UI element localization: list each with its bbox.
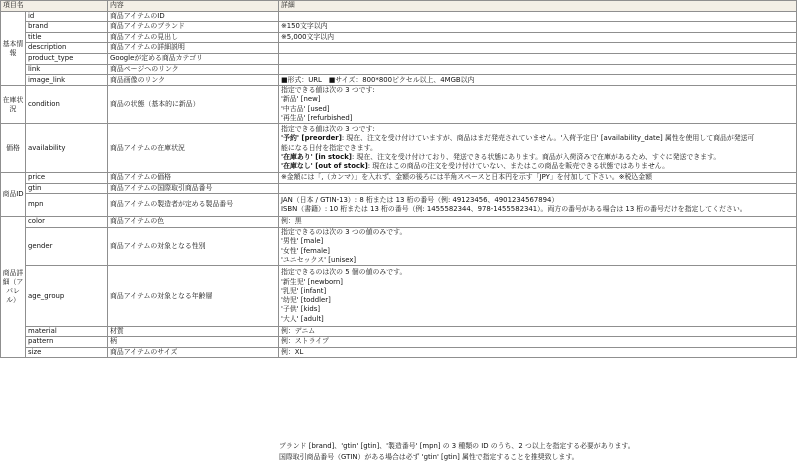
item-content: 商品アイテムの見出し [108, 32, 279, 42]
item-content: 商品ページへのリンク [108, 64, 279, 74]
item-detail [279, 53, 797, 64]
table-row-id [1, 12, 797, 22]
item-name: gtin [26, 183, 108, 193]
detail-line: '大人' [adult] [281, 314, 324, 323]
item-name: condition [26, 86, 108, 124]
detail-line: ISBN（書籍）: 10 桁または 13 桁の番号（例: 1455582344、978-1455582341）。両方の番号がある場合は 13 桁の番号だけを指定してください。 [281, 204, 747, 213]
item-name: material [26, 327, 108, 337]
detail-line: JAN（日本 / GTIN-13）: 8 桁または 13 桁の番号（例: 49123456、4901234567894） [281, 195, 559, 204]
detail-line: '子供' [kids] [281, 305, 321, 314]
detail-line: '再生品' [refurbished] [281, 114, 353, 123]
item-detail [279, 216, 797, 227]
table-row-color [1, 216, 797, 227]
item-content: 商品アイテムの製造者が定める製品番号 [108, 193, 279, 216]
detail-line: '中古品' [used] [281, 104, 330, 113]
item-name: id [26, 12, 108, 22]
item-detail [279, 75, 797, 86]
category-apparel: 商品詳細（アパレル） [1, 216, 26, 357]
item-name: age_group [26, 266, 108, 327]
table-row-mpn [1, 193, 797, 216]
item-detail [279, 183, 797, 193]
item-name: availability [26, 124, 108, 173]
table-body [1, 12, 797, 358]
detail-line: '在庫あり' [in stock]: 現在、注文を受け付けており、発送できる状態にあります。商品が入荷済みで在庫があるため、すぐに発送できます。 [281, 153, 721, 162]
detail-line: '男性' [male] [281, 237, 324, 246]
detail-line: '幼児' [toddler] [281, 296, 331, 305]
item-detail [279, 42, 797, 53]
item-content: 商品アイテムの色 [108, 216, 279, 227]
item-content: 商品アイテムの国際取引商品番号 [108, 183, 279, 193]
item-content: 商品アイテムのブランド [108, 22, 279, 32]
detail-line: '予約' [preorder]: 現在、注文を受け付けていますが、商品はまだ発売されていません。'入荷予定日' [availability_date] 属性を使用して商品が発送可 [281, 134, 755, 143]
item-detail [279, 86, 797, 124]
item-detail [279, 173, 797, 183]
item-name: link [26, 64, 108, 74]
table-row-title [1, 32, 797, 42]
item-content: 商品の状態（基本的に新品） [108, 86, 279, 124]
table-row-price [1, 173, 797, 183]
table-row-product-type [1, 53, 797, 64]
detail-line: '女性' [female] [281, 246, 330, 255]
table-row-material [1, 327, 797, 337]
detail-line: 例：XL [281, 347, 304, 356]
item-name: mpn [26, 193, 108, 216]
item-name: image_link [26, 75, 108, 86]
header-item-name: 項目名 [1, 1, 108, 12]
item-detail [279, 347, 797, 357]
detail-line: ■形式：URL ■サイズ：800*800ピクセル以上、4MGB以内 [281, 75, 475, 84]
item-content: Googleが定める商品カテゴリ [108, 53, 279, 64]
item-name: description [26, 42, 108, 53]
item-content: 材質 [108, 327, 279, 337]
item-content: 商品アイテムのID [108, 12, 279, 22]
category-product-id: 商品ID [1, 173, 26, 217]
detail-line: '新生児' [newborn] [281, 277, 343, 286]
detail-line: 指定できる値は次の 3 つです: [281, 86, 375, 95]
item-content: 商品アイテムの対象となる年齢層 [108, 266, 279, 327]
item-detail [279, 266, 797, 327]
item-detail [279, 227, 797, 265]
category-stock: 在庫状況 [1, 86, 26, 124]
detail-line: 能になる日付を指定できます。 [281, 143, 377, 152]
item-detail [279, 32, 797, 42]
item-content: 商品アイテムの価格 [108, 173, 279, 183]
table-row-brand [1, 22, 797, 32]
item-name: title [26, 32, 108, 42]
detail-line: 指定できるのは次の 5 個の値のみです。 [281, 268, 407, 277]
header-content: 内容 [108, 1, 279, 12]
table-row-gtin [1, 183, 797, 193]
table-row-pattern [1, 337, 797, 347]
item-detail [279, 12, 797, 22]
footnotes [279, 441, 635, 463]
item-detail [279, 22, 797, 32]
item-detail [279, 64, 797, 74]
item-name: size [26, 347, 108, 357]
item-content: 柄 [108, 337, 279, 347]
item-name: product_type [26, 53, 108, 64]
item-content: 商品アイテムのサイズ [108, 347, 279, 357]
item-name: color [26, 216, 108, 227]
detail-line: 例：ストライプ [281, 337, 329, 346]
table-row-size [1, 347, 797, 357]
item-content: 商品画像のリンク [108, 75, 279, 86]
table-row-gender [1, 227, 797, 265]
detail-line: ※5,000文字以内 [281, 32, 335, 41]
item-detail [279, 193, 797, 216]
table-row-condition [1, 86, 797, 124]
detail-line: ※金額には「,（カンマ）」を入れず、金額の後ろには半角スペースと日本円を示す「JPY」を付加して下さい。※税込金額 [281, 173, 653, 182]
item-detail [279, 327, 797, 337]
detail-line: '在庫なし' [out of stock]: 現在はこの商品の注文を受け付けていない、またはこの商品を販売できる状態ではありません。 [281, 162, 669, 171]
detail-line: '新品' [new] [281, 95, 321, 104]
item-name: brand [26, 22, 108, 32]
footnote: 国際取引商品番号（GTIN）がある場合は必ず 'gtin' [gtin] 属性で指定することを推奨致します。 [279, 453, 579, 461]
item-name: price [26, 173, 108, 183]
detail-line: 指定できるのは次の 3 つの値のみです。 [281, 227, 407, 236]
table-header-row [1, 1, 797, 12]
detail-line: 例：デニム [281, 327, 316, 336]
table-row-link [1, 64, 797, 74]
item-content: 商品アイテムの対象となる性別 [108, 227, 279, 265]
table-row-age-group [1, 266, 797, 327]
item-name: pattern [26, 337, 108, 347]
detail-line: ※150文字以内 [281, 22, 328, 31]
detail-line: 例：黒 [281, 217, 302, 226]
detail-line: 指定できる値は次の 3 つです: [281, 125, 375, 134]
table-row-description [1, 42, 797, 53]
category-basic: 基本情報 [1, 12, 26, 86]
table-row-availability [1, 124, 797, 173]
detail-line: 'ユニセックス' [unisex] [281, 255, 357, 264]
item-content: 商品アイテムの詳細説明 [108, 42, 279, 53]
category-price: 価格 [1, 124, 26, 173]
item-name: gender [26, 227, 108, 265]
detail-line: '乳児' [infant] [281, 286, 327, 295]
table-row-image-link [1, 75, 797, 86]
item-content: 商品アイテムの在庫状況 [108, 124, 279, 173]
item-detail [279, 124, 797, 173]
footnote: ブランド [brand]、'gtin' [gtin]、'製造番号' [mpn] の 3 種類の ID のうち、2 つ以上を指定する必要があります。 [279, 442, 635, 450]
header-detail: 詳細 [279, 1, 797, 12]
item-detail [279, 337, 797, 347]
